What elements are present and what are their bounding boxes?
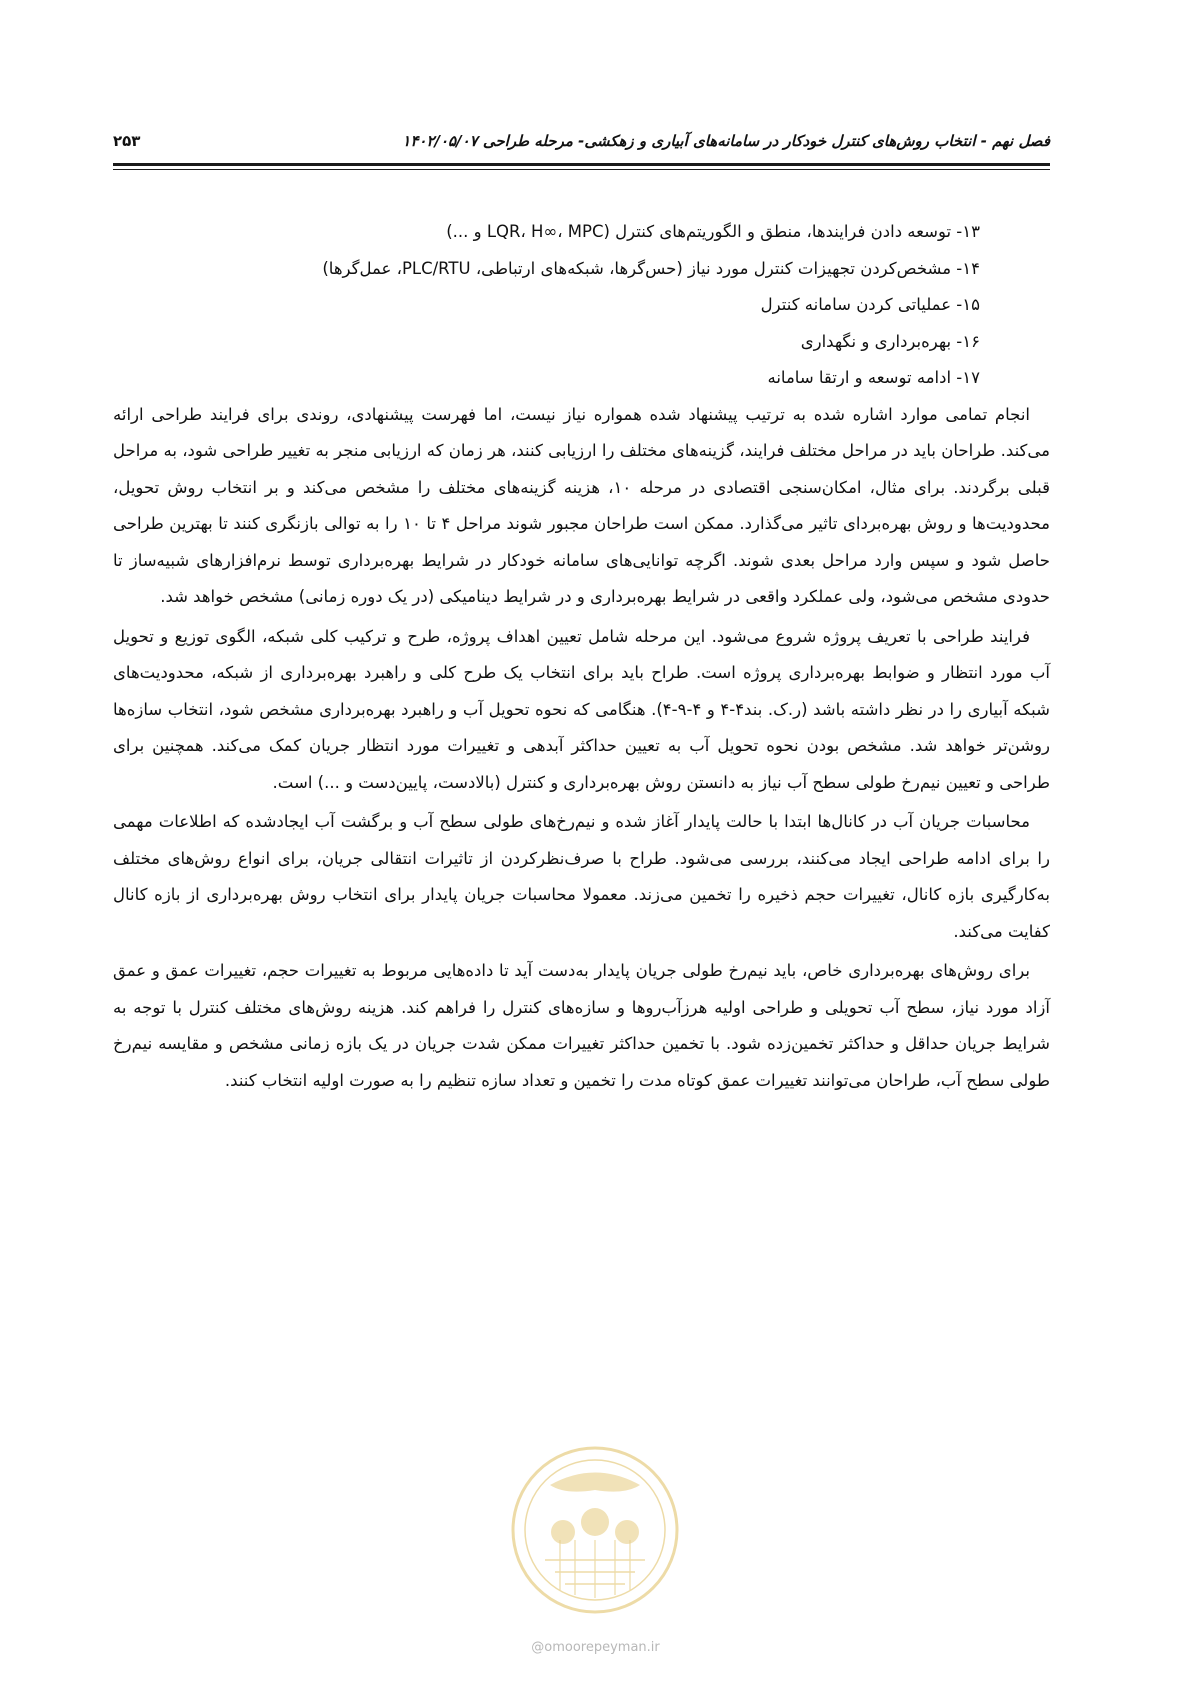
header-rule-thick — [113, 163, 1050, 166]
page-number: ۲۵۳ — [113, 132, 141, 150]
page-body — [113, 214, 1050, 1102]
paragraph: محاسبات جریان آب در کانال‌ها ابتدا با حالت پایدار آغاز شده و نیم‌رخ‌های طولی سطح آب و برگشت آب ایجادشده که اطلاعات مهمی را برای ادامه طراحی ایجاد می‌کنند، بررسی می‌شود. طراح با صرف‌نظرکردن از تاثیرات انتقالی جریان، برای انواع روش‌های مختلف به‌کارگیری بازه کانال، تغییرات حجم ذخیره را تخمین می‌زند. معمولا محاسبات جریان پایدار برای انتخاب روش بهره‌برداری از بازه کانال کفایت می‌کند. — [113, 812, 1050, 941]
list-item: ۱۴- مشخص‌کردن تجهیزات کنترل مورد نیاز (حس‌گرها، شبکه‌های ارتباطی، PLC/RTU، عمل‌گرها) — [322, 258, 980, 278]
watermark-handle: @omoorepeyman.ir — [531, 1640, 660, 1655]
running-header — [113, 128, 1050, 158]
list-item: ۱۵- عملیاتی کردن سامانه کنترل — [760, 295, 980, 314]
list-item: ۱۷- ادامه توسعه و ارتقا سامانه — [767, 368, 980, 387]
watermark-seal-icon — [505, 1440, 685, 1620]
header-rule-thin — [113, 169, 1050, 170]
list-item: ۱۳- توسعه دادن فرایندها، منطق و الگوریتم‌های کنترل (LQR، H∞، MPC و ...) — [446, 222, 980, 241]
list-item: ۱۶- بهره‌برداری و نگهداری — [800, 331, 980, 351]
paragraph: انجام تمامی موارد اشاره شده به ترتیب پیشنهاد شده همواره نیاز نیست، اما فهرست پیشنهادی، روندی برای فرایند طراحی ارائه می‌کند. طراحان باید در مراحل مختلف فرایند، گزینه‌های مختلف را ارزیابی کنند، هر زمان که ارزیابی منجر به تغییر طراحی شود، به مراحل قبلی برگردند. برای مثال، امکان‌سنجی اقتصادی در مرحله ۱۰، هزینه گزینه‌های مختلف را مشخص می‌کند و بر انتخاب روش تحویل، محدودیت‌ها و روش بهره‌بردای تاثیر می‌گذارد. ممکن است طراحان مجبور شوند مراحل ۴ تا ۱۰ را به توالی بازنگری کنند تا بهترین طراحی حاصل شود و سپس وارد مراحل بعدی شوند. اگرچه توانایی‌های سامانه خودکار در شرایط بهره‌برداری توسط نرم‌افزارهای شبیه‌ساز تا حدودی مشخص می‌شود، ولی عملکرد واقعی در شرایط بهره‌برداری و در شرایط دینامیکی (در یک دوره زمانی) مشخص خواهد شد. — [113, 404, 1051, 606]
steps-list — [113, 214, 1050, 397]
chapter-title: فصل نهم - انتخاب روش‌های کنترل خودکار در سامانه‌های آبیاری و زهکشی- مرحله طراحی ۱۴۰۲/۰۵/۰۷ — [402, 132, 1050, 150]
paragraph: برای روش‌های بهره‌برداری خاص، باید نیم‌رخ طولی جریان پایدار به‌دست آید تا داده‌هایی مربوط به تغییرات حجم، تغییرات عمق و عمق آزاد مورد نیاز، سطح آب تحویلی و طراحی اولیه هرزآب‌روها و سازه‌های کنترل را فراهم کند. هزینه روش‌های مختلف کنترل با توجه به شرایط جریان حداقل و حداکثر تخمین‌زده شود. با تخمین حداکثر تغییرات ممکن شدت جریان در یک بازه زمانی مشخص و مقایسه نیم‌رخ طولی سطح آب، طراحان می‌توانند تغییرات عمق کوتاه مدت را تخمین و تعداد سازه تنظیم را به صورت اولیه انتخاب کنند. — [113, 961, 1050, 1090]
paragraph: فرایند طراحی با تعریف پروژه شروع می‌شود. این مرحله شامل تعیین اهداف پروژه، طرح و ترکیب کلی شبکه، الگوی توزیع و تحویل آب مورد انتظار و ضوابط بهره‌برداری پروژه است. طراح باید برای انتخاب یک طرح کلی و راهبرد بهره‌برداری از شبکه، محدودیت‌های شبکه آبیاری را در نظر داشته باشد (ر.ک. بند۴-۴ و ۴-۹-۴). هنگامی که نحوه تحویل آب و راهبرد بهره‌برداری مشخص شود، انتخاب سازه‌ها روشن‌تر خواهد شد. مشخص بودن نحوه تحویل آب به تعیین حداکثر آبدهی و تغییرات مورد انتظار جریان کمک می‌کند. همچنین برای طراحی و تعیین نیم‌رخ طولی سطح آب نیاز به دانستن روش بهره‌برداری و کنترل (بالادست، پایین‌دست و ...) است. — [113, 626, 1050, 792]
